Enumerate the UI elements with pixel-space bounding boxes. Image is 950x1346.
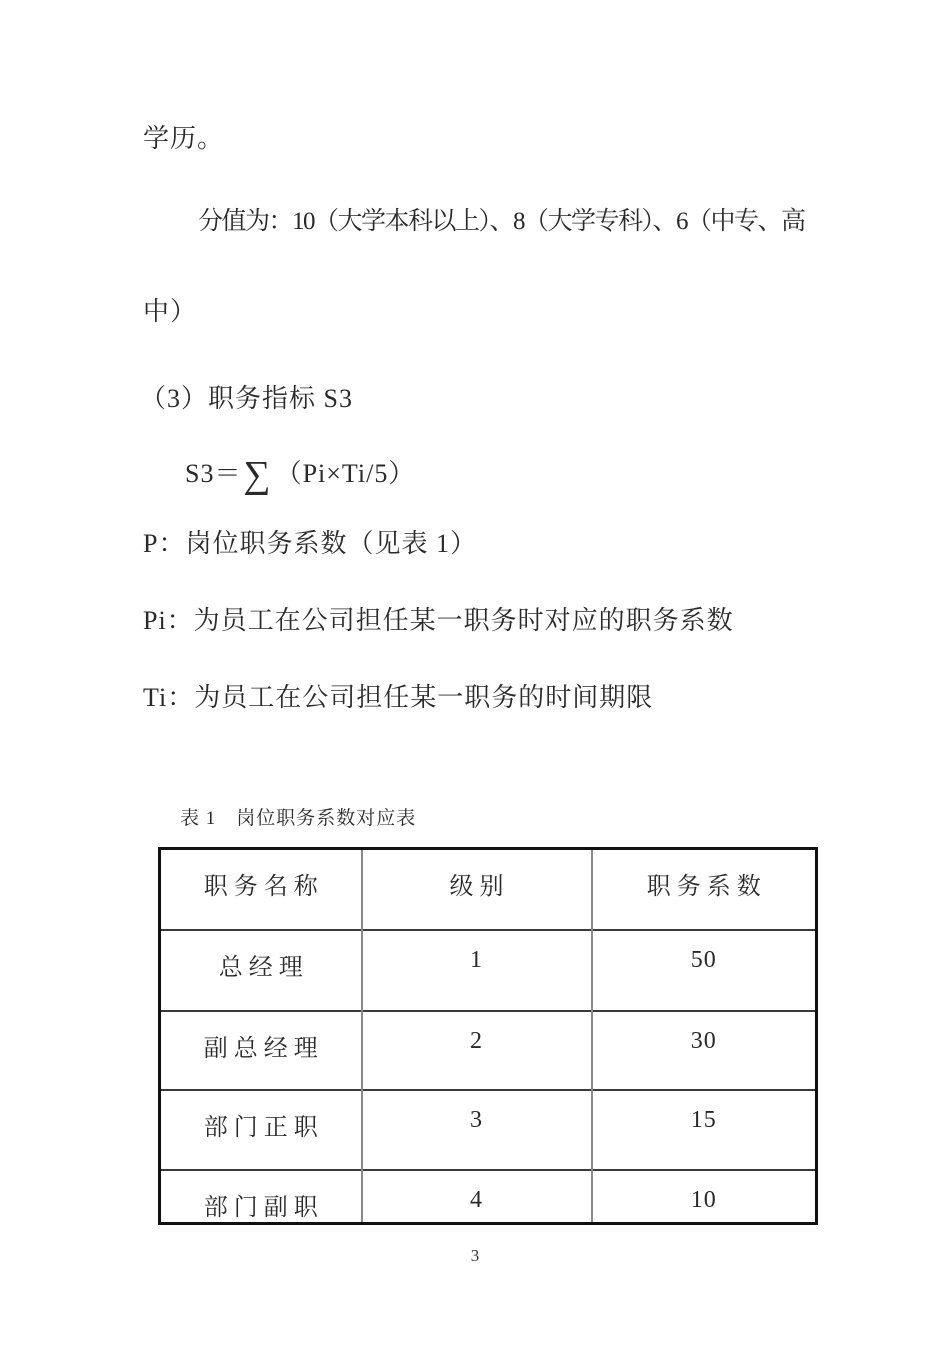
definition-p: P：岗位职务系数（见表 1） <box>143 529 477 558</box>
table-row <box>160 930 817 1011</box>
cell-level: 3 <box>362 1090 592 1170</box>
cell-coefficient: 15 <box>592 1090 817 1170</box>
table-header-row <box>160 849 817 930</box>
sigma-symbol: ∑ <box>243 454 272 496</box>
cell-position-name: 部门正职 <box>160 1090 362 1170</box>
heading-item3-s3: （3）职务指标 S3 <box>140 384 353 413</box>
position-coefficient-table <box>158 847 818 1225</box>
paragraph-score-values-wrap: 中） <box>143 297 198 326</box>
table-caption: 表 1 岗位职务系数对应表 <box>180 808 417 829</box>
table-row <box>160 1090 817 1170</box>
cell-level: 4 <box>362 1170 592 1224</box>
header-cell-level: 级别 <box>362 849 592 930</box>
paragraph-score-values: 分值为：10（大学本科以上）、8（大学专科）、6（中专、高 <box>198 208 805 235</box>
formula-s3 <box>185 452 415 497</box>
cell-position-name: 副总经理 <box>160 1011 362 1090</box>
cell-level: 1 <box>362 930 592 1011</box>
cell-coefficient: 10 <box>592 1170 817 1224</box>
cell-level: 2 <box>362 1011 592 1090</box>
definition-ti: Ti：为员工在公司担任某一职务的时间期限 <box>143 683 654 712</box>
table-row <box>160 1170 817 1224</box>
formula-suffix: （Pi×Ti/5） <box>275 459 416 488</box>
cell-position-name: 部门副职 <box>160 1170 362 1224</box>
cell-coefficient: 50 <box>592 930 817 1011</box>
paragraph-education-tail: 学历。 <box>143 124 225 153</box>
header-cell-position-name: 职务名称 <box>203 874 324 900</box>
header-cell-coefficient: 职务系数 <box>592 849 817 930</box>
definition-pi: Pi：为员工在公司担任某一职务时对应的职务系数 <box>143 606 734 635</box>
table-row <box>160 1011 817 1090</box>
page-number: 3 <box>470 1246 480 1265</box>
formula-prefix: S3＝ <box>185 459 242 488</box>
cell-position-name: 总经理 <box>160 930 362 1011</box>
cell-coefficient: 30 <box>592 1011 817 1090</box>
